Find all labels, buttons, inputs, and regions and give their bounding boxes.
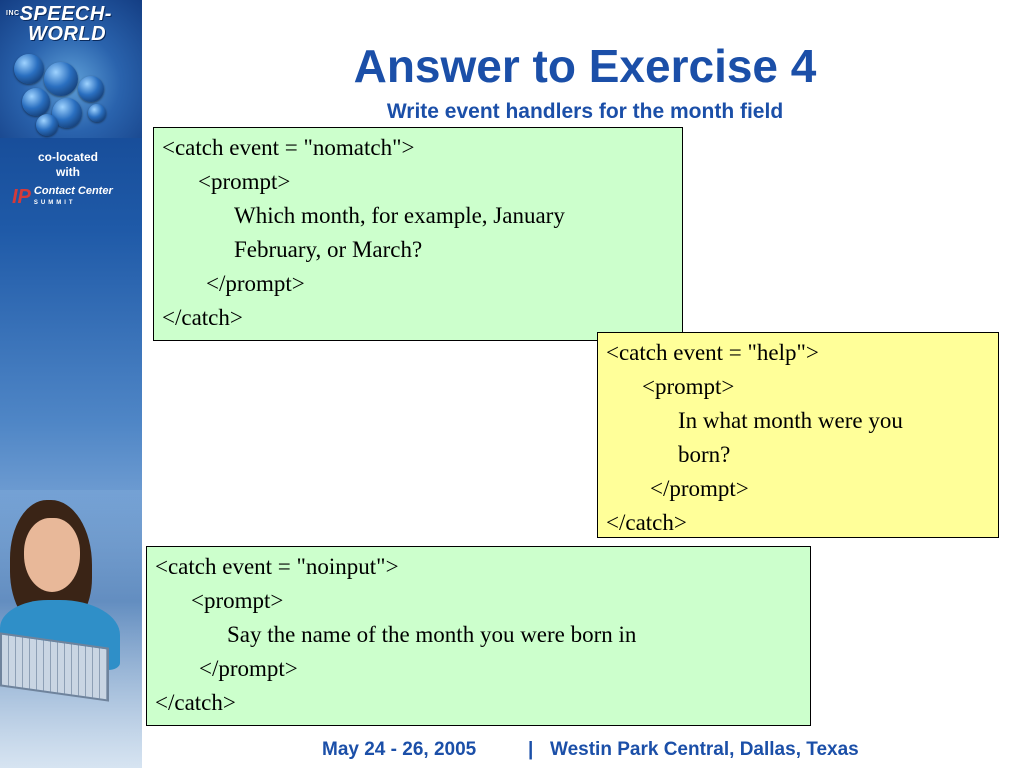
code-line: <catch event = "noinput"> (155, 554, 399, 579)
footer-date: May 24 - 26, 2005 (322, 739, 477, 760)
summit-logo-text: SUMMIT (33, 200, 76, 206)
code-line: <catch event = "help"> (606, 340, 819, 365)
footer (142, 736, 1024, 764)
globe-icon (14, 54, 44, 84)
globe-icon (78, 76, 104, 102)
colocated-label (0, 150, 136, 180)
slide-title (142, 38, 1024, 94)
code-line: <prompt> (191, 588, 284, 613)
logo-inc-mark: INC (6, 10, 20, 17)
code-line: Say the name of the month you were born in (227, 622, 637, 647)
code-line: </prompt> (199, 656, 298, 681)
speechworld-logo-text (6, 4, 138, 44)
contact-center-logo-text: Contact Center (33, 185, 113, 197)
code-line: In what month were you (678, 408, 903, 433)
code-line: <catch event = "nomatch"> (162, 135, 415, 160)
help-code-box (597, 332, 999, 538)
colocated-line-2: with (56, 165, 80, 179)
footer-venue: Westin Park Central, Dallas, Texas (550, 739, 859, 760)
logo-line-2: WORLD (28, 23, 107, 45)
sidebar (0, 0, 142, 768)
globe-icon (88, 104, 106, 122)
ip-logo-mark: IP (12, 186, 31, 208)
footer-separator: | (528, 739, 534, 760)
photo-face (24, 518, 80, 592)
colocated-line-1: co-located (37, 150, 98, 164)
globe-icon (36, 114, 58, 136)
slide-subtitle (142, 99, 1024, 125)
noinput-code-box (146, 546, 811, 726)
contact-center-summit-logo (12, 186, 130, 208)
code-line: </prompt> (206, 271, 305, 296)
code-line: <prompt> (198, 169, 291, 194)
nomatch-code-box (153, 127, 683, 341)
code-line: born? (678, 442, 731, 467)
slide-subtitle-text: Write event handlers for the month field (386, 100, 784, 123)
code-line: <prompt> (642, 374, 735, 399)
globe-icon (44, 62, 78, 96)
slide-title-text: Answer to Exercise 4 (353, 40, 817, 92)
code-line: Which month, for example, January (234, 203, 565, 228)
code-line: </prompt> (650, 476, 749, 501)
code-line: February, or March? (234, 237, 423, 262)
woman-on-phone-photo (0, 490, 142, 768)
speechworld-logo (0, 0, 142, 138)
logo-line-1: SPEECH- (19, 3, 112, 25)
code-line: </catch> (162, 305, 243, 330)
code-line: </catch> (606, 510, 687, 535)
code-line: </catch> (155, 690, 236, 715)
globe-icon (22, 88, 50, 116)
